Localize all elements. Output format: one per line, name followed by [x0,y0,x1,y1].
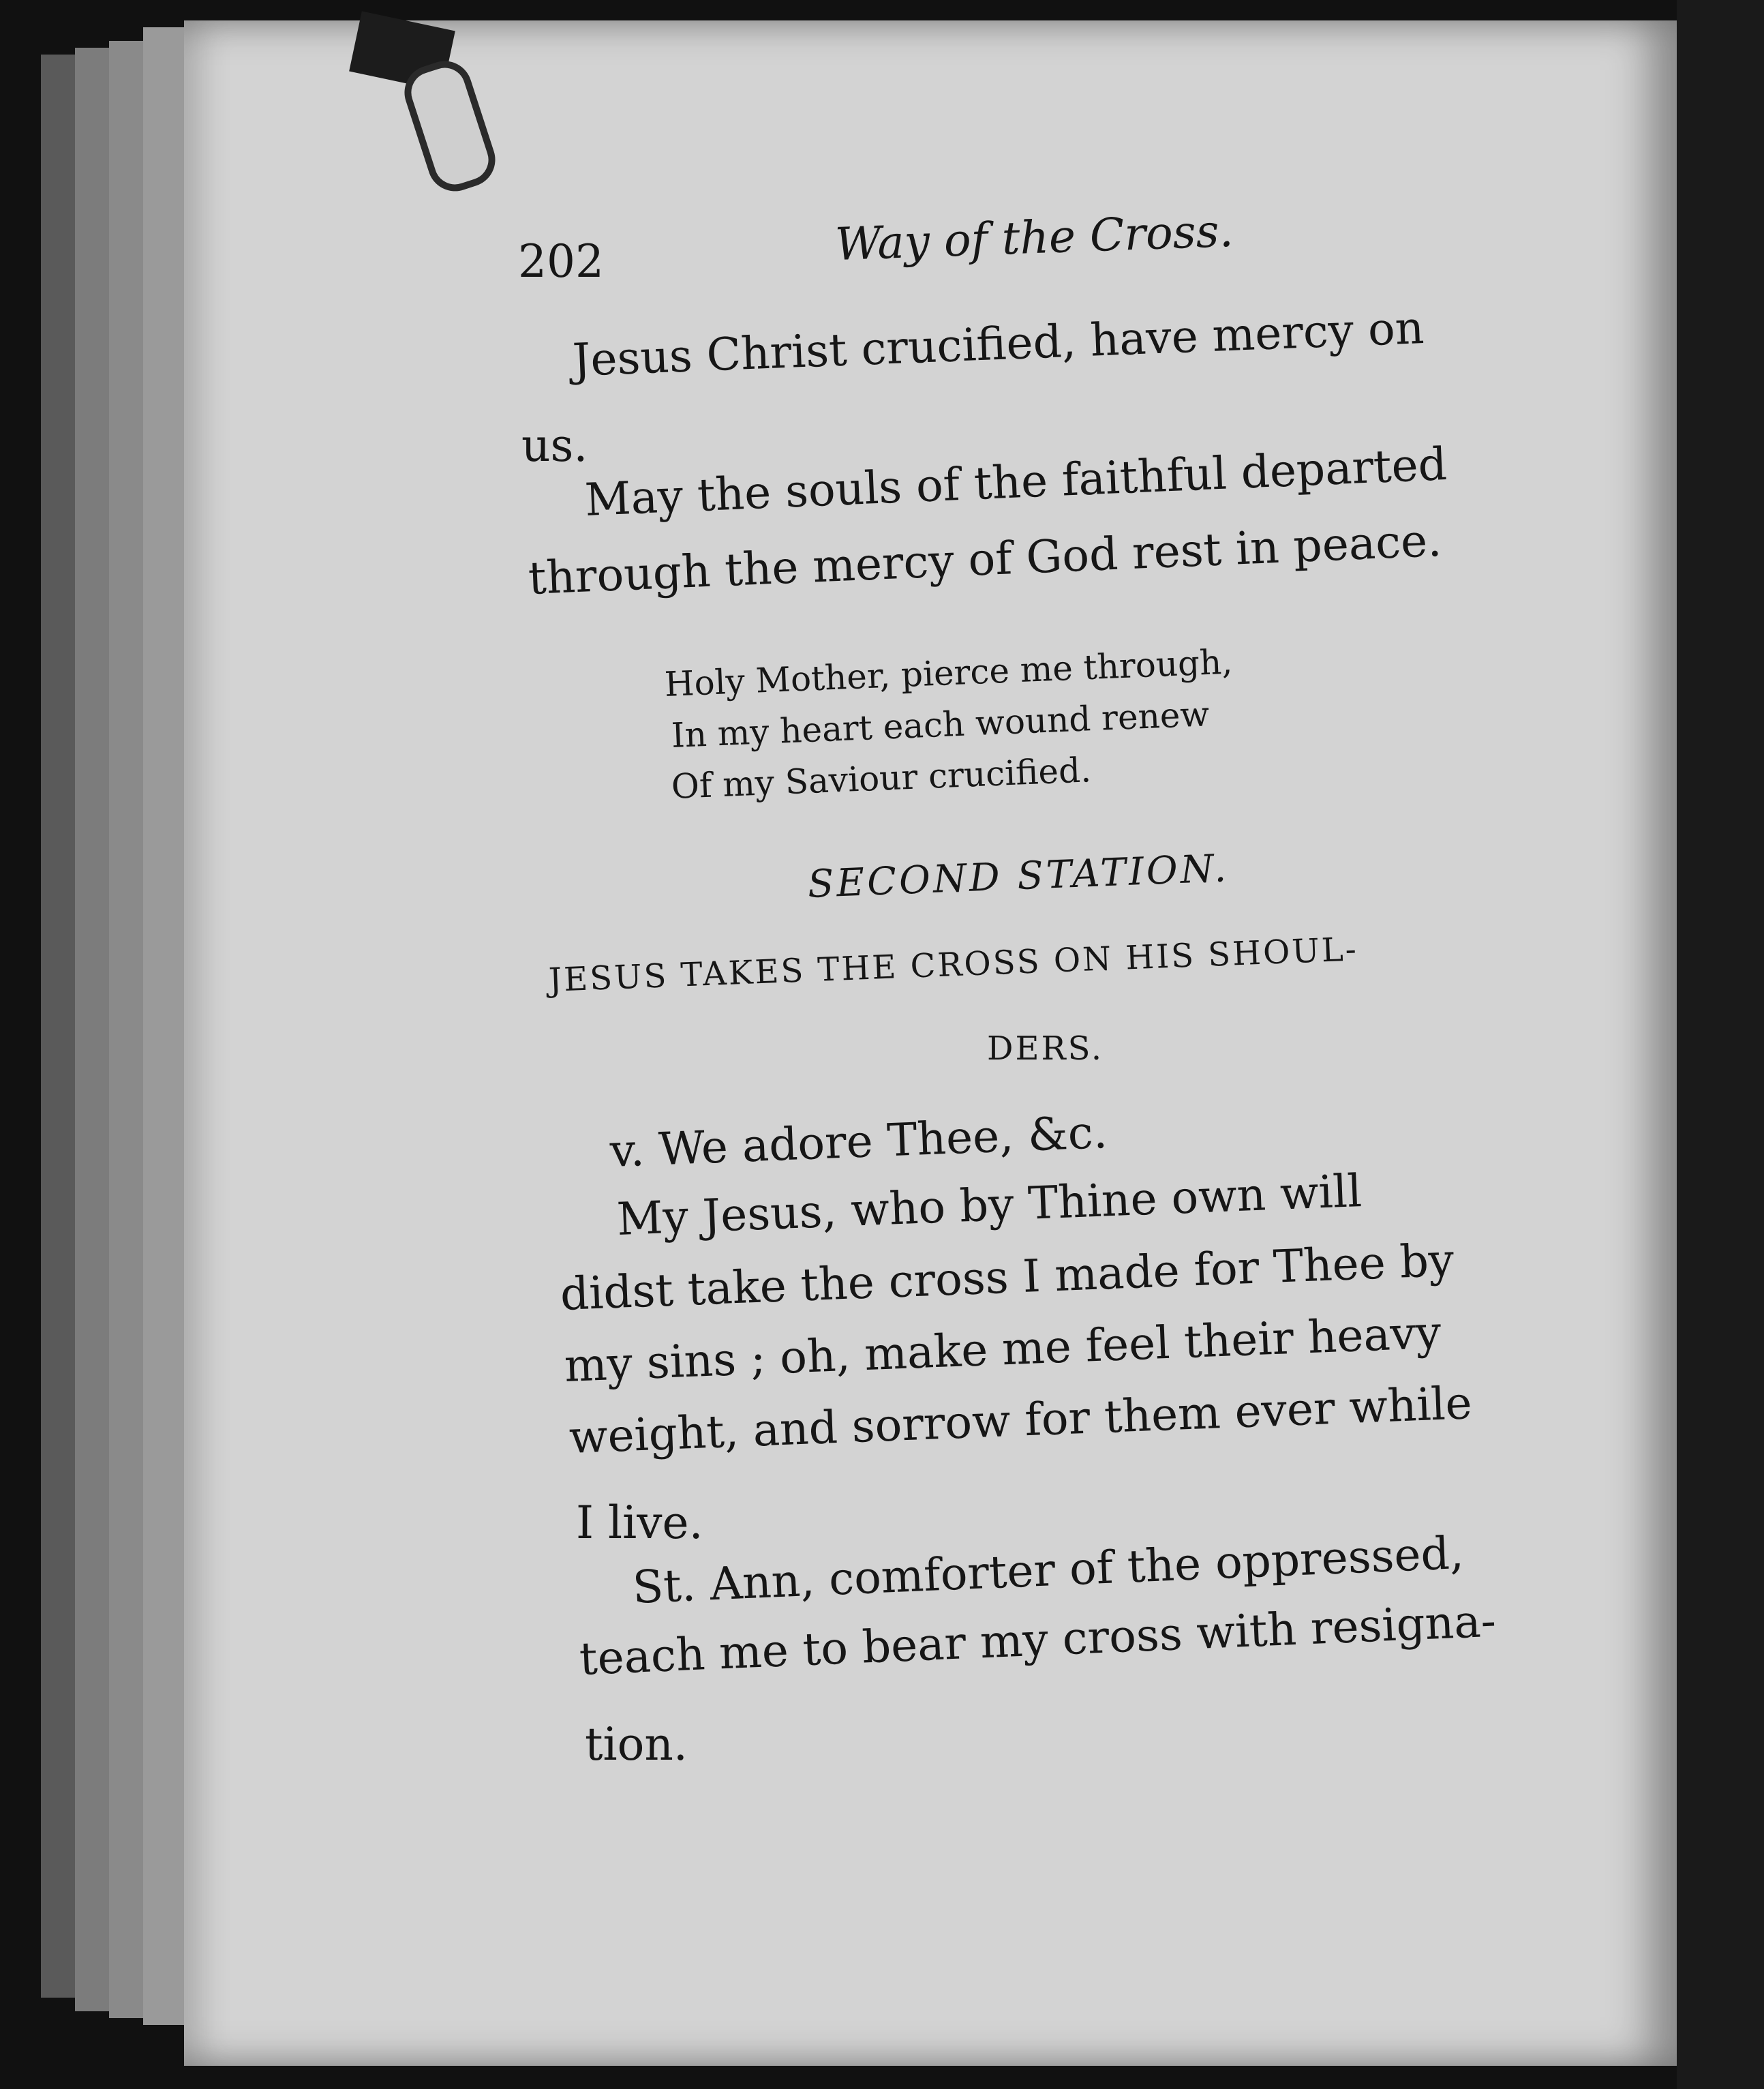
page-number: 202 [518,235,604,288]
invocation-line: teach me to bear my cross with resigna- [578,1594,1497,1685]
paragraph-line: May the souls of the faithful departed [583,438,1448,526]
prayer-line: I live. [576,1497,703,1549]
station-subtitle-line: DERS. [987,1030,1104,1068]
prayer-line: weight, and sorrow for them ever while [568,1377,1473,1464]
running-title: Way of the Cross. [834,204,1234,271]
verse-line: Of my Saviour crucified. [670,750,1092,807]
paragraph-line: us. [521,419,588,472]
paragraph-line: Jesus Christ crucified, have mercy on [571,301,1425,387]
invocation-line: St. Ann, comforter of the oppressed, [631,1526,1465,1614]
station-heading: SECOND STATION. [806,846,1230,907]
station-subtitle-line: JESUS TAKES THE CROSS ON HIS SHOUL- [547,930,1359,1000]
binding-shadow [1677,0,1764,2089]
verse-line: Holy Mother, pierce me through, [663,642,1234,704]
prayer-line: My Jesus, who by Thine own will [615,1164,1363,1246]
prayer-line: my sins ; oh, make me feel their heavy [563,1306,1442,1392]
versicle: v. We adore Thee, &c. [609,1106,1109,1177]
paragraph-line: through the mercy of God rest in peace. [527,513,1443,605]
verse-line: In my heart each wound renew [670,694,1211,755]
invocation-line: tion. [585,1718,688,1771]
prayer-line: didst take the cross I made for Thee by [559,1233,1455,1321]
